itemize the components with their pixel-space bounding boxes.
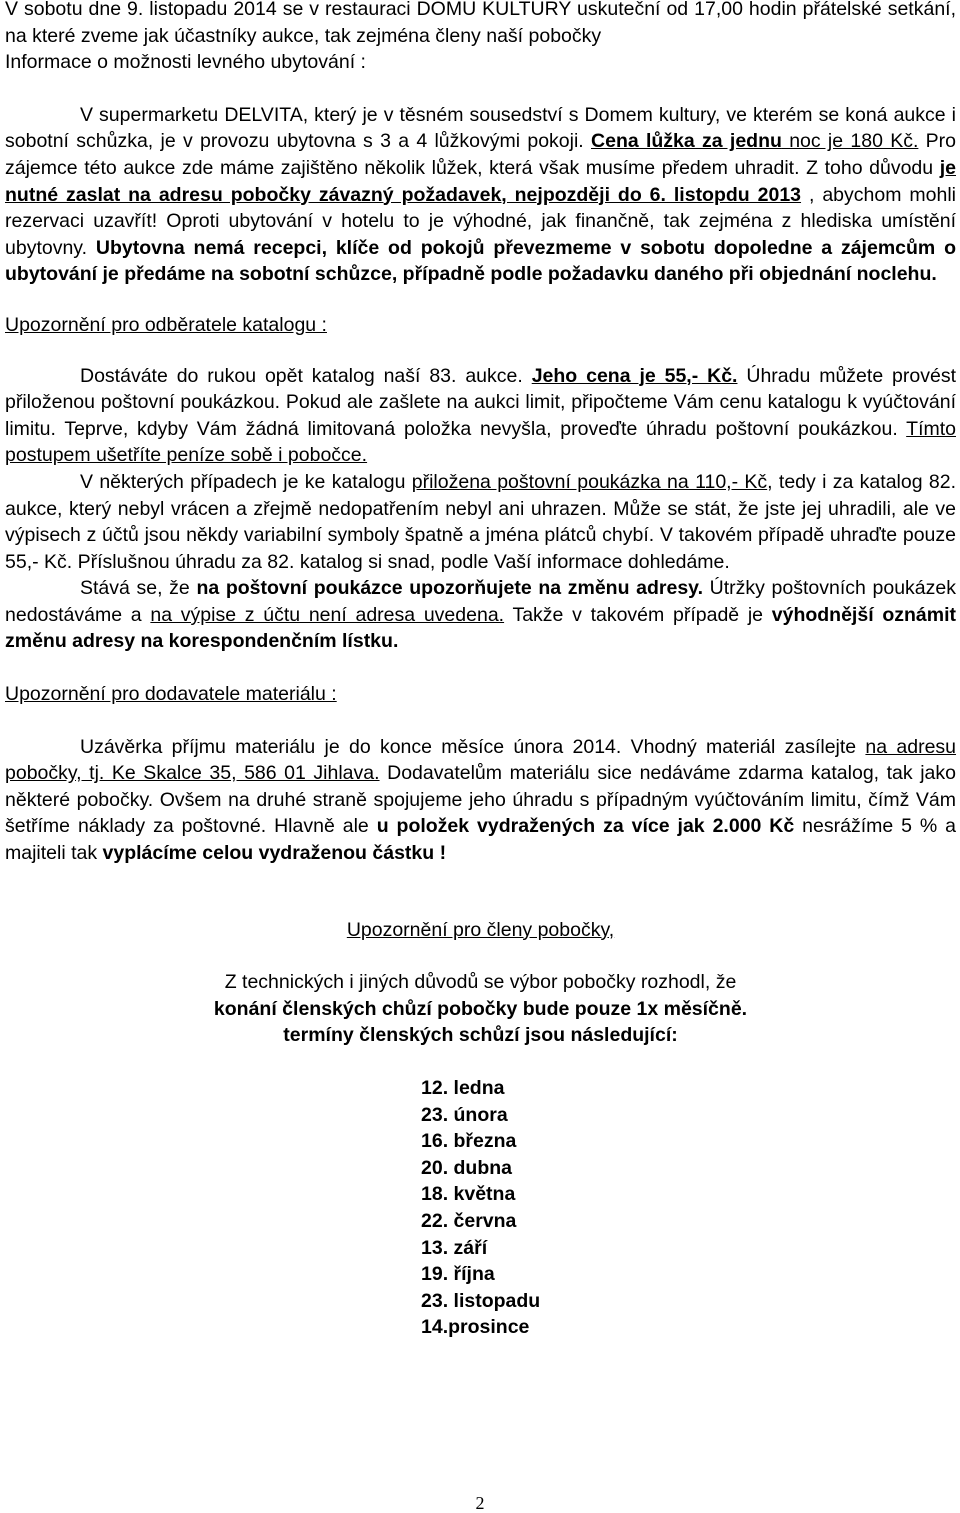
reservation-deadline: je nutné zaslat na adresu pobočky závazný požadavek, nejpozději do 6. listopdu 2013	[5, 156, 956, 206]
members-line-2-text: konání členských chůzí pobočky bude pouze 1x měsíčně.	[213, 997, 748, 1020]
meeting-date: 22. června	[421, 1209, 517, 1232]
catalog3-text-a: Stává se, že	[80, 577, 197, 600]
catalog2-text-c: , tedy i za katalog 82. aukce, který nebyl vrácen a zřejmě nedopatřením nebyl ani uhrazen. Může se stát, že jste jej uhradili, ale ve výpisech z účtů jsou někdy variabilní symboly špatně a jména plátců chybí. V takovém případě uhraďte pouze 55,- Kč. Příslušnou úhradu za 82. katalog si snad, podle Vaší informace dohledáme.	[5, 470, 957, 573]
catalog-text-c: Úhradu můžete provést přiloženou poštovní poukázkou. Pokud ale zašlete na aukci limit, připočteme Vám cenu katalogu k vyúčtování limitu. Teprve, kdyby Vám žádná limitovaná položka nevyšla, proveďte úhradu poštovní poukázkou.	[5, 364, 957, 440]
members-line-2	[5, 996, 956, 1023]
meeting-date: 20. dubna	[421, 1156, 513, 1179]
members-heading-text: Upozornění pro členy pobočky,	[346, 918, 615, 941]
suppliers-full-amount: vyplácíme celou vydraženou částku !	[102, 842, 447, 865]
bed-price-highlight: Cena lůžka za jednu	[591, 130, 782, 153]
meeting-date: 18. května	[421, 1183, 516, 1206]
accommodation-info-heading	[5, 49, 956, 76]
suppliers-heading-text: Upozornění pro dodavatele materiálu :	[5, 683, 337, 706]
catalog3-no-address: na výpise z účtu není adresa uvedena.	[150, 603, 505, 626]
document-page	[5, 0, 956, 1341]
suppliers-threshold: u položek vydražených za více jak 2.000 Kč	[376, 815, 795, 838]
catalog3-text-e: Takže v takovém případě je	[504, 603, 772, 626]
page-number: 2	[475, 1493, 485, 1513]
members-line-1-text: Z technických i jiných důvodů se výbor pobočky rozhodl, že	[224, 971, 737, 994]
accommodation-info-text: Informace o možnosti levného ubytování :	[5, 51, 366, 74]
members-line-3	[5, 1022, 956, 1049]
catalog2-text-a: V některých případech je ke katalogu	[80, 470, 412, 493]
suppliers-text-c: Dodavatelům materiálu sice nedáváme zdarma katalog, tak jako některé pobočky. Ovšem na druhé straně spojujeme jeho úhradu s případným vyúčtováním limitu, čímž Vám šetříme náklady za poštovné. Hlavně ale	[5, 762, 956, 838]
members-line-3-text: termíny členských schůzí jsou následující:	[283, 1024, 678, 1047]
suppliers-paragraph	[5, 734, 956, 867]
accommodation-text-1: V supermarketu DELVITA, který je v těsném sousedství s Domem kultury, ve kterém se koná aukce i sobotní schůzka, je v provozu ubytovna s 3 a 4 lůžkovými pokoji.	[5, 103, 956, 153]
members-line-1	[5, 969, 956, 996]
suppliers-text-a: Uzávěrka příjmu materiálu je do konce měsíce února 2014. Vhodný materiál zasílejte	[80, 735, 866, 758]
meeting-date: 23. listopadu	[421, 1289, 541, 1312]
catalog2-voucher: přiložena poštovní poukázka na 110,- Kč	[411, 470, 768, 493]
meeting-dates-list	[5, 1075, 956, 1341]
intro-paragraph	[5, 0, 956, 49]
catalog3-address-change: na poštovní poukázce upozorňujete na změnu adresy.	[196, 577, 703, 600]
catalog-paragraph-2	[5, 469, 956, 575]
catalog-text-d: Tímto postupem ušetříte peníze sobě i pobočce.	[5, 417, 956, 467]
meeting-date: 23. února	[421, 1103, 508, 1126]
keys-notice: Ubytovna nemá recepci, klíče od pokojů převezmeme v sobotu dopoledne a zájemcům o ubytování je předáme na sobotní schůzce, případně podle požadavku daného při objednání noclehu.	[5, 236, 956, 286]
meeting-date: 13. září	[421, 1236, 488, 1259]
catalog3-postcard: výhodnější oznámit změnu adresy na korespondenčním lístku.	[5, 603, 956, 653]
branch-address: na adresu pobočky, tj. Ke Skalce 35, 586 01 Jihlava.	[5, 735, 957, 785]
catalog-price: Jeho cena je 55,- Kč.	[531, 364, 738, 387]
suppliers-heading	[5, 681, 956, 708]
accommodation-text-2: Pro zájemce této aukce zde máme zajištěno několik lůžek, která však musíme předem uhradit. Z toho důvodu	[5, 130, 957, 179]
meeting-date: 19. října	[421, 1263, 495, 1286]
catalog3-text-c: Útržky poštovních poukázek nedostáváme a	[5, 577, 956, 626]
catalog-heading-text: Upozornění pro odběratele katalogu :	[5, 313, 327, 336]
catalog-heading	[5, 312, 956, 339]
catalog-paragraph-3	[5, 575, 956, 655]
bed-price-text: noc je 180 Kč.	[781, 130, 919, 153]
suppliers-text-e: nesrážíme 5 % a majiteli tak	[5, 815, 957, 865]
meeting-date: 14.prosince	[421, 1316, 530, 1339]
meeting-date: 16. března	[421, 1130, 517, 1153]
catalog-paragraph-1	[5, 363, 956, 469]
members-heading	[5, 917, 956, 944]
accommodation-text-3: , abychom mohli rezervaci uzavřít! Oproti ubytování v hotelu to je výhodné, jak finančně, tak zejména z hlediska umístění ubytovny.	[5, 183, 956, 259]
meeting-date: 12. ledna	[421, 1077, 505, 1099]
intro-text: V sobotu dne 9. listopadu 2014 se v restauraci DOMU KULTURY uskuteční od 17,00 hodin přátelské setkání, na které zveme jak účastníky aukce, tak zejména členy naší pobočky	[5, 0, 956, 47]
catalog-text-a: Dostáváte do rukou opět katalog naší 83. aukce.	[80, 364, 532, 387]
accommodation-paragraph	[5, 102, 956, 288]
